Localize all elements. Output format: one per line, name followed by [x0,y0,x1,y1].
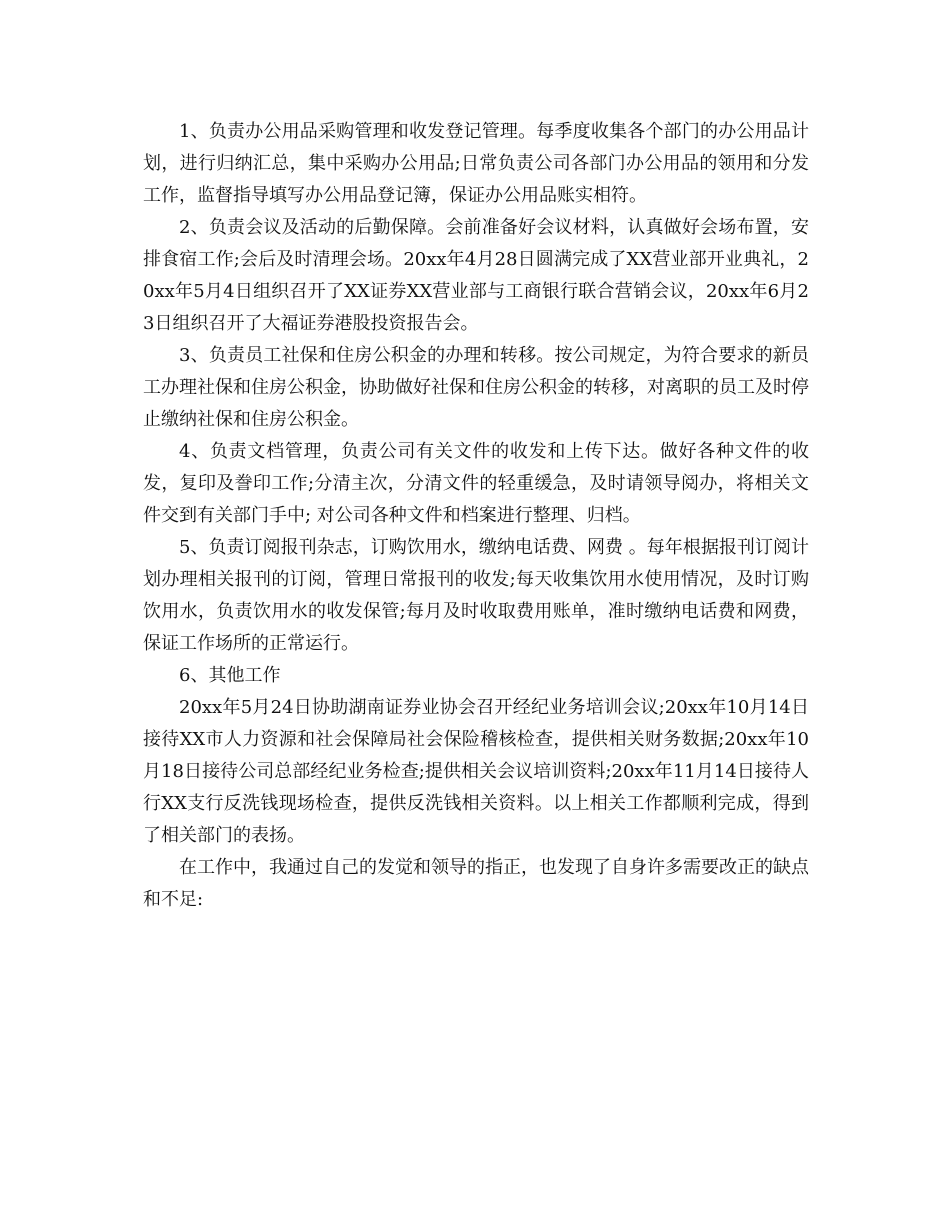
document-body [143,116,809,916]
paragraph-item-2: 2、负责会议及活动的后勤保障。会前准备好会议材料，认真做好会场布置，安排食宿工作;会后及时清理会场。20xx年4月28日圆满完成了XX营业部开业典礼，20xx年5月4日组织召开了XX证券XX营业部与工商银行联合营销会议，20xx年6月23日组织召开了大福证券港股投资报告会。 [143,217,809,334]
paragraph-item-5: 5、负责订阅报刊杂志，订购饮用水，缴纳电话费、网费 。每年根据报刊订阅计划办理相关报刊的订阅，管理日常报刊的收发;每天收集饮用水使用情况，及时订购饮用水，负责饮用水的收发保管;每月及时收取费用账单，准时缴纳电话费和网费，保证工作场所的正常运行。 [143,537,809,654]
paragraph-other-work-details: 20xx年5月24日协助湖南证券业协会召开经纪业务培训会议;20xx年10月14日接待XX市人力资源和社会保障局社会保险稽核检查，提供相关财务数据;20xx年10月18日接待公司总部经纪业务检查;提供相关会议培训资料;20xx年11月14日接待人行XX支行反洗钱现场检查，提供反洗钱相关资料。以上相关工作都顺利完成，得到了相关部门的表扬。 [143,697,809,846]
paragraph-item-4: 4、负责文档管理，负责公司有关文件的收发和上传下达。做好各种文件的收发，复印及誊印工作;分清主次，分清文件的轻重缓急，及时请领导阅办，将相关文件交到有关部门手中; 对公司各种文件和档案进行整理、归档。 [143,441,809,526]
paragraph-shortcomings-intro: 在工作中，我通过自己的发觉和领导的指正，也发现了自身许多需要改正的缺点和不足: [143,857,809,910]
paragraph-item-3: 3、负责员工社保和住房公积金的办理和转移。按公司规定，为符合要求的新员工办理社保和住房公积金，协助做好社保和住房公积金的转移，对离职的员工及时停止缴纳社保和住房公积金。 [143,345,809,430]
paragraph-item-6: 6、其他工作 [179,665,281,686]
paragraph-item-1: 1、负责办公用品采购管理和收发登记管理。每季度收集各个部门的办公用品计划，进行归纳汇总，集中采购办公用品;日常负责公司各部门办公用品的领用和分发工作，监督指导填写办公用品登记簿，保证办公用品账实相符。 [143,121,809,206]
